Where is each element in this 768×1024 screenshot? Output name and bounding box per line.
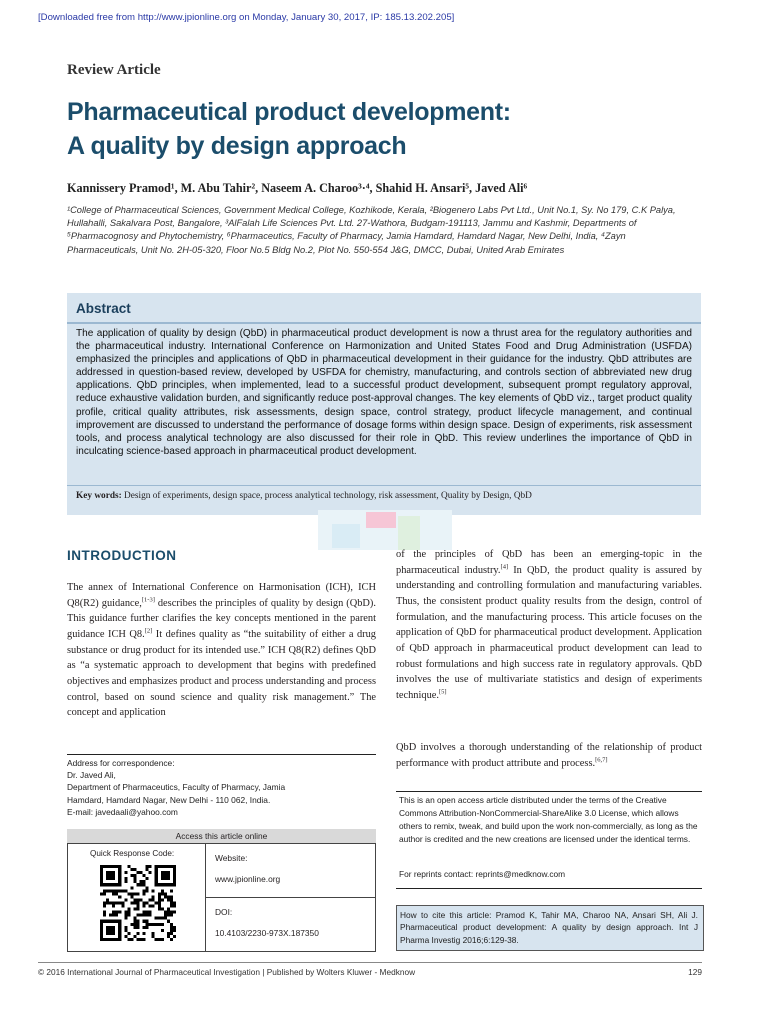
correspondence-block: [67, 757, 376, 818]
doi-cell: [206, 898, 375, 951]
abstract-divider: [67, 322, 701, 324]
qr-code-icon[interactable]: [100, 865, 176, 941]
correspondence-email[interactable]: E-mail: javedaali@yahoo.com: [67, 806, 178, 817]
download-banner: [Downloaded free from http://www.jpionline.org on Monday, January 30, 2017, IP: 185.13.202.205]: [38, 12, 455, 23]
citation-ref[interactable]: [2]: [144, 627, 153, 635]
website-link[interactable]: www.jpionline.org: [215, 874, 281, 884]
article-title: [67, 95, 707, 163]
article-type: Review Article: [67, 62, 161, 78]
doi-value[interactable]: 10.4103/2230-973X.187350: [215, 928, 319, 938]
footer-copyright: © 2016 International Journal of Pharmaceutical Investigation | Published by Wolters Kluwer - Medknow: [38, 967, 416, 977]
citation-ref[interactable]: [1-3]: [141, 596, 155, 604]
introduction-heading: INTRODUCTION: [67, 548, 177, 563]
affiliations: ¹College of Pharmaceutical Sciences, Government Medical College, Kozhikode, Kerala, ²Biogenero Labs Pvt Ltd., Unit No.1, Sy. No 179, C.K Palya, Hullahalli, Sakalvara Post, Bangalore, ³AlFalah Life Sciences Pvt. Ltd. 27-Wathora, Budgam-191113, Jammu and Kashmir, Departments of ⁵Pharmacognosy and Phytochemistry, ⁶Pharmaceutics, Faculty of Pharmacy, Jamia Hamdard, Hamdard Nagar, New Delhi, India, ⁴Zayn Pharmaceuticals, Unit No. 2H-05-320, Floor No.5 Bldg No.2, Plot No. 550-554 J&G, DMCC, Dubai, United Arab Emirates: [67, 205, 676, 255]
intro-paragraph-2: of the principles of QbD has been an emerging-topic in the pharmaceutical industry.[4] In QbD, the product quality is assured by understanding and controlling formulation and manufacturing variables. Thus, the consistent product quality results from the design, control of formulation, and the manufacturing process. This article focuses on the application of QbD for pharmaceutical product development. Application of QbD approach in pharmaceutical product development can lead to robust formulations and high success rate in regulatory approvals. QbD involves the use of multivariate statistics and design of experiments technique.[5]: [396, 549, 702, 701]
citation-ref[interactable]: [6,7]: [595, 756, 608, 764]
access-online-table: [67, 843, 376, 952]
citation-label: How to cite this article:: [400, 910, 492, 920]
qr-label: Quick Response Code:: [90, 849, 175, 858]
qr-cell: [68, 844, 206, 951]
citation-ref[interactable]: [4]: [500, 563, 509, 571]
footer-divider: [38, 962, 702, 963]
correspondence-name: Dr. Javed Ali,: [67, 770, 116, 781]
keywords-label: Key words:: [76, 491, 122, 501]
abstract-heading: Abstract: [76, 301, 131, 316]
correspondence-heading: Address for correspondence:: [67, 758, 175, 768]
watermark-graphic: [318, 490, 452, 550]
doi-label: DOI:: [215, 907, 233, 917]
intro-paragraph-1: The annex of International Conference on Harmonisation (ICH), ICH Q8(R2) guidance,[1-3] describes the principles of quality by design (QbD). This guidance further clarifies the key concepts mentioned in the parent guidance ICH Q8.[2] It defines quality as “the suitability of either a drug substance or drug product for its intended use.” ICH Q8(R2) defines QbD as “a systematic approach to development that begins with predefined objectives and emphasizes product and process understanding and process control, based on sound science and quality risk management.” The concept and application: [67, 582, 376, 719]
open-access-notice: [396, 791, 702, 889]
abstract-box: [67, 293, 701, 515]
reprints-contact[interactable]: For reprints contact: reprints@medknow.com: [399, 869, 566, 879]
correspondence-address-1: Department of Pharmaceutics, Faculty of Pharmacy, Jamia: [67, 782, 286, 793]
author-list: Kannissery Pramod¹, M. Abu Tahir², Naseem A. Charoo³·⁴, Shahid H. Ansari⁵, Javed Ali⁶: [67, 181, 528, 195]
access-online-heading: Access this article online: [67, 829, 376, 843]
citation-box: [396, 905, 704, 951]
website-cell: [206, 844, 375, 898]
keywords-text: Design of experiments, design space, process analytical technology, risk assessment, Quality by Design, QbD: [124, 491, 532, 501]
open-access-text: This is an open access article distributed under the terms of the Creative Commons Attribution-NonCommercial-ShareAlike 3.0 License, which allows others to remix, tweak, and build upon the work non-commercially, as long as the author is credited and the new creations are licensed under the identical terms.: [399, 795, 698, 845]
correspondence-divider: [67, 754, 376, 755]
citation-text: How to cite this article: Pramod K, Tahir MA, Charoo NA, Ansari SH, Ali J. Pharmaceutical product development: A quality by design approach. Int J Pharma Investig 2016;6:129-38.: [400, 910, 698, 945]
website-label: Website:: [215, 853, 248, 863]
title-line-2: A quality by design approach: [67, 132, 407, 160]
title-line-1: Pharmaceutical product development:: [67, 98, 511, 126]
abstract-text: The application of quality by design (QbD) in pharmaceutical product development is now a thrust area for the regulatory authorities and the pharmaceutical industry. International Conference on Harmonization and United States Food and Drug Administration (USFDA) emphasized the principles and applications of QbD in pharmaceutical development in their guidance for the industry. QbD attributes are addressed in question-based review, developed by USFDA for chemistry, manufacturing, and controls section of abbreviated new drug applications. QbD principles, when implemented, lead to a successful product development, subsequent prompt regulatory approval, reduce exhaustive validation burden, and significantly reduce post-approval changes. The key elements of QbD viz., target product quality profile, critical quality attributes, risk assessments, design space, control strategy, product lifecycle management, and continual improvement are discussed to understand the performance of dosage forms within design space. Design of experiments, risk assessment tools, and process analytical technology are also discussed for their role in QbD. This review underlines the importance of QbD in inculcating science-based approach in pharmaceutical product development.: [76, 328, 692, 457]
correspondence-address-2: Hamdard, Hamdard Nagar, New Delhi - 110 062, India.: [67, 794, 271, 805]
keywords-divider: [67, 485, 701, 486]
intro-paragraph-3: QbD involves a thorough understanding of the relationship of product performance with product attribute and process.[6,7]: [396, 742, 702, 769]
citation-ref[interactable]: [5]: [439, 688, 447, 696]
page-number: 129: [688, 967, 702, 977]
